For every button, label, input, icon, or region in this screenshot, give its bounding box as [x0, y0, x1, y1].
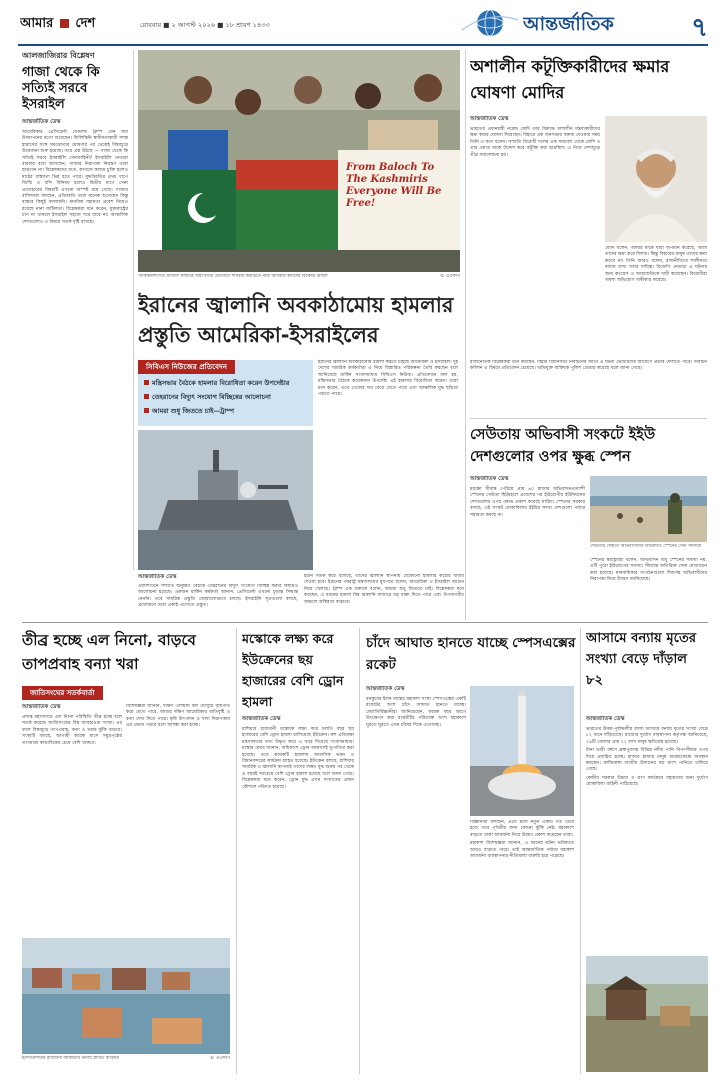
spacex-body-3: মহাকাশ বিশেষজ্ঞরা জানান, এ ধরনের ঘটনা ভবিষ্যতে আরও বাড়তে পারে। তাই আন্তর্জাতিক পর্যায়ে মহাকাশ আবর্জনা ব্যবস্থাপনার নীতিমালা জরুরি হয়ে পড়েছে। [470, 841, 574, 860]
globe-icon [460, 6, 520, 40]
elnino-body-1: প্রশান্ত মহাসাগরে এল নিনো পরিস্থিতি তীব্র হচ্ছে বলে সতর্ক করেছে জাতিসংঘের বিশ্ব আবহাওয়া সংস্থা। এর ফলে বিশ্বজুড়ে তাপপ্রবাহ, বন্যা ও খরার ঝুঁকি বাড়বে। সংস্থাটি বলছে, আগামী কয়েক মাসে সমুদ্রপৃষ্ঠের তাপমাত্রা স্বাভাবিকের চেয়ে বেশি থাকবে। [22, 715, 122, 746]
iran-info-box [138, 360, 313, 426]
spacex-body-2: বিজ্ঞানীরা বলছেন, এতে চাঁদে নতুন একটি গর্ত তৈরি হবে। তবে পৃথিবীর জন্য কোনো ঝুঁকি নেই। মহাকাশে বাড়তে থাকা আবর্জনা নিয়ে উদ্বেগ প্রকাশ করেছেন তারা। [470, 820, 574, 838]
iran-body-1: ইরানের জ্বালানি অবকাঠামোয় হামলা করতে চাইছে আমেরিকা ও ইসরাইল। দুই দেশের সামরিক কর্মকর্তারা এ নিয়ে বিস্তারিত পরিকল্পনা তৈরি করছেন বলে জানিয়েছে মার্কিন সংবাদমাধ্যম সিবিএস নিউজ। প্রতিবেদনে বলা হয়, মন্ত্রিসভার বৈঠকে কয়েকজন উপদেষ্টা এই হামলার বিরোধিতা করেন। তারা মনে করেন, এতে তেলের দাম বেড়ে যেতে পারে এবং আঞ্চলিক যুদ্ধ ছড়িয়ে পড়তে পারে। [318, 360, 458, 398]
masthead-rule [18, 44, 708, 46]
iran-bullet-3-text: আমরা শুধু জিততে চাই—ট্রাম্প [152, 407, 235, 415]
gaza-headline: গাজা থেকে কি সত্যিই সরবে ইসরাইল [22, 65, 100, 112]
spain-body-1: মরক্কো সীমান্ত পেরিয়ে প্রায় ৬০ হাজার অভিবাসনপ্রত্যাশী স্পেনের সেউতা ছিটমহলে প্রবেশের পর ইউরোপীয় ইউনিয়নের দেশগুলোর ওপর ক্ষোভ প্রকাশ করেছে মাদ্রিদ। স্পেনের সরকার বলছে, এই সংকট মোকাবিলায় ইইউর সদস্য দেশগুলো পর্যাপ্ত সহায়তা করছে না। [470, 487, 585, 518]
protest-sign-text: From Baloch To The Kashmiris Everyone Will Be Free! [346, 162, 442, 209]
bullet-square-icon [144, 408, 149, 413]
bullet-square-icon [144, 380, 149, 385]
assam-body-3: কেন্দ্রীয় সরকার উদ্ধার ও ত্রাণ কার্যক্রমে সহায়তার জন্য দুর্যোগ মোকাবিলা বাহিনী পাঠিয়েছে। [586, 775, 708, 788]
dateline: রোববার ■ ২ আগস্ট ২০২৬ ■ ১৮ শ্রাবণ ১৪৩৩ [140, 21, 270, 29]
elnino-tag: জাতিসংঘের সতর্কবার্তা [22, 686, 103, 700]
spain-body-2: স্পেনের স্বরাষ্ট্রমন্ত্রী বলেন, অভিবাসন শুধু স্পেনের সমস্যা নয়, এটি পুরো ইউরোপের সমস্যা। সীমান্তে অতিরিক্ত সেনা মোতায়েন করা হয়েছে। মানবাধিকার সংগঠনগুলো শিশুসহ অভিবাসীদের নিরাপত্তা নিয়ে উদ্বেগ জানিয়েছে। [590, 558, 707, 583]
rocket-photo [470, 686, 574, 816]
gaza-kicker: আলজাজিরার বিশ্লেষণ [22, 51, 95, 60]
drones-body: রাশিয়ার রাজধানী মস্কোকে লক্ষ্য করে চলতি বছর ছয় হাজারের বেশি ড্রোন হামলা চালিয়েছে ইউক্রেন। রুশ প্রতিরক্ষা মন্ত্রণালয়ের তথ্য উদ্ধৃত করে এ খবর দিয়েছে সংবাদমাধ্যম। মস্কোর মেয়র জানান, অধিকাংশ ড্রোন আকাশেই ভূপাতিত করা হয়েছে। তবে কয়েকটি হামলায় আবাসিক ভবন ও বিমানবন্দরের কার্যক্রম ব্যাহত হয়েছে। ইউক্রেন বলছে, রাশিয়ার সামরিক ও জ্বালানি স্থাপনাই তাদের লক্ষ্য। যুদ্ধ শুরুর পর থেকে এ বছরই সবচেয়ে বেশি ড্রোন হামলা হয়েছে বলে জানা গেছে। বিশ্লেষকরা মনে করেন, ড্রোন যুদ্ধ এখন সংঘাতের প্রধান কৌশলে পরিণত হয়েছে। [242, 727, 354, 790]
iran-source-tag: সিবিএস নিউজের প্রতিবেদন [138, 360, 235, 374]
spacex-col-2 [470, 820, 574, 1070]
spacex-headline: চাঁদে আঘাত হানতে যাচ্ছে স্পেসএক্সের রকেট [366, 635, 576, 673]
iran-bullet-1-text: মন্ত্রিসভার বৈঠকে হামলার বিরোধিতা করেন উপদেষ্টার [152, 379, 290, 387]
assam-body-2: টানা ভারী বর্ষণে ব্রহ্মপুত্রসহ বিভিন্ন নদীর পানি বিপৎসীমার ওপর দিয়ে প্রবাহিত হচ্ছে। হাজার হাজার মানুষ আশ্রয়কেন্দ্রে অবস্থান করছেন। কাজিরাঙ্গা জাতীয় উদ্যানের বড় অংশ পানিতে তলিয়ে গেছে। [586, 748, 708, 773]
masthead [18, 6, 708, 42]
iran-bullet-2-text: তেহরানের বিদ্যুৎ সংযোগ বিচ্ছিন্নের আলোচনা [152, 393, 271, 401]
bullet-square-icon [144, 394, 149, 399]
modi-body-3: রাজনৈতিক বিশ্লেষকরা মনে করছেন, বিহার বিধানসভা নির্বাচনের আগে এ ঘটনা ভোটারদের আবেগে প্রভাব ফেলতে পারে। নির্বাচন কমিশন এ বিষয়ে প্রতিবেদন চেয়েছে। অভিযুক্ত ব্যক্তিকে পুলিশ গ্রেপ্তার করেছে বলে জানা গেছে। [470, 360, 707, 372]
iran-body-col-1 [318, 360, 458, 570]
iran-body-col-3 [138, 584, 298, 614]
flood-caption [22, 1056, 230, 1074]
protest-caption [138, 274, 460, 282]
modi-col-3 [470, 360, 707, 414]
spain-headline: সেউতায় অভিবাসী সংকটে ইইউ দেশগুলোর ওপর ক্ষুব্ধ স্পেন [470, 427, 656, 465]
modi-col-1 [470, 116, 600, 356]
elnino-col-1 [22, 704, 122, 934]
modi-photo [605, 116, 707, 242]
drones-headline: মস্কোকে লক্ষ্য করে ইউক্রেনের ছয় হাজারের বেশি ড্রোন হামলা [242, 631, 344, 709]
page-number: ৭ [691, 13, 708, 37]
spacex-desk: আন্তর্জাতিক ডেস্ক [366, 686, 405, 692]
spacex-col-1 [366, 686, 466, 1072]
assam-photo [586, 956, 708, 1072]
drones-desk: আন্তর্জাতিক ডেস্ক [242, 716, 281, 722]
paper-name-1: আমার [20, 16, 54, 31]
logo-square-icon [60, 19, 69, 28]
column-rule-bottom-1 [236, 628, 237, 1074]
iran-bullet-3 [144, 406, 312, 418]
assam-headline: আসামে বন্যায় মৃতের সংখ্যা বেড়ে দাঁড়াল ৮২ [586, 631, 697, 688]
modi-spain-rule [470, 418, 707, 419]
flood-photo [22, 938, 230, 1054]
spain-col-2 [590, 558, 707, 616]
elnino-headline: তীব্র হচ্ছে এল নিনো, বাড়বে তাপপ্রবাহ বন্যা খরা [22, 631, 196, 673]
iran-body-2: ওয়াশিংটনে সম্প্রতি অনুষ্ঠিত বৈঠকে তেহরানের বিদ্যুৎ সংযোগ বিচ্ছিন্ন করার বিষয়েও আলোচনা হয়েছে। একজন মার্কিন কর্মকর্তা জানান, প্রেসিডেন্ট এখনো চূড়ান্ত সিদ্ধান্ত নেননি। তবে সামরিক প্রস্তুতি জোরালোভাবে চলছে। ইসরাইলি সূত্রগুলো বলছে, প্রয়োজনে তারা একাই এগোতে প্রস্তুত। [138, 584, 298, 609]
spain-caption: সেউতার সৈকতে অভিবাসীদের আটকাতে স্পেনের সেনা সদস্যরা [590, 544, 702, 549]
modi-body-1: ভারতের প্রধানমন্ত্রী নরেন্দ্র মোদি তার বিরুদ্ধে অশালীন মন্তব্যকারীদের ক্ষমা করার ঘোষণা দিয়েছেন। বিহারে এক জনসভায় বক্তব্য দেওয়ার সময় তিনি এ কথা বলেন। সম্প্রতি বিরোধী দলের এক সমাবেশ থেকে মোদি ও তার প্রয়াত মাকে উদ্দেশ করে কটূক্তি করা হয়েছিল। এ নিয়ে দেশজুড়ে তীব্র সমালোচনা হয়। [470, 127, 600, 158]
protest-caption-text: পাকিস্তানশাসিত আজাদ কাশ্মীরে সহিংসতার প্রতিবাদে শনিবার করাচিতে নারী অধিকার কর্মীদের বিক্ষোভ মিছিল [138, 274, 328, 279]
modi-desk: আন্তর্জাতিক ডেস্ক [470, 116, 509, 122]
protest-photo [138, 50, 460, 272]
gaza-article [22, 50, 128, 570]
modi-body-2: মোদি বলেন, আমার মাকে যারা অপমান করেছে, আমি তাদের ক্ষমা করে দিলাম। কিন্তু বিহারের মানুষ তাদের ক্ষমা করবে না। তিনি আরও বলেন, রাজনীতিতে শালীনতা বজায় রাখা সবার দায়িত্ব। বিজেপি নেতারা এ ঘটনার জন্য কংগ্রেস ও আরজেডিকে দায়ী করেছেন। বিরোধীরা অবশ্য অভিযোগ অস্বীকার করেছে। [605, 246, 707, 284]
warship-photo [138, 430, 313, 570]
iran-body-col-4 [304, 574, 464, 614]
drones-col [242, 716, 354, 1072]
assam-body-1: ভারতের উত্তর-পূর্বাঞ্চলীয় রাজ্য আসামে বন্যায় মৃতের সংখ্যা বেড়ে ৮২ জনে দাঁড়িয়েছে। রাজ্যের দুর্যোগ ব্যবস্থাপনা কর্তৃপক্ষ জানিয়েছে, ২৯টি জেলার প্রায় ২২ লাখ মানুষ ক্ষতিগ্রস্ত হয়েছে। [586, 727, 708, 745]
section-title: আন্তর্জাতিক [523, 13, 614, 35]
iran-bullet-1 [144, 378, 312, 390]
column-rule-bottom-3 [580, 628, 581, 1074]
column-rule-center [465, 50, 466, 620]
elnino-body-2: বিশেষজ্ঞরা জানান, দক্ষিণ এশিয়ায় বর্ষা মৌসুমে বৃষ্টিপাত কমে যেতে পারে, আবার দক্ষিণ আমেরিকায় অতিবৃষ্টি ও বন্যা দেখা দিতে পারে। কৃষি উৎপাদন ও খাদ্য নিরাপত্তায় এর প্রভাব পড়বে বলে আশঙ্কা করা হচ্ছে। [126, 704, 230, 729]
elnino-desk: আন্তর্জাতিক ডেস্ক [22, 704, 61, 710]
spain-photo [590, 476, 707, 542]
modi-col-2 [605, 246, 707, 356]
iran-headline: ইরানের জ্বালানি অবকাঠামোয় হামলার প্রস্তুতি আমেরিকা-ইসরাইলের [138, 293, 454, 347]
column-rule-bottom-2 [359, 628, 360, 1074]
paper-name-2: দেশ [75, 16, 96, 31]
spacex-body-1: ধনকুবের ইলন মাস্কের মহাকাশ সংস্থা স্পেসএক্সের একটি রকেটের অংশ চাঁদে আঘাত হানতে যাচ্ছে। জ্যোতির্বিজ্ঞানীরা জানিয়েছেন, কয়েক বছর আগে উৎক্ষেপণ করা রকেটটির পরিত্যক্ত অংশ মহাকাশে ঘুরতে ঘুরতে এখন চাঁদের দিকে এগোচ্ছে। [366, 697, 466, 728]
spain-col-1 [470, 476, 585, 616]
gaza-body: আমেরিকার প্রেসিডেন্ট ডোনাল্ড ট্রাম্প যেন জয় উদযাপনের মতো শুরেছেন। ফিলিস্তিনি স্বাধীনতাকামী সশস্ত্র হামাসের সঙ্গে সমঝোতার ঘোষণার পর থেকেই বিশ্বজুড়ে উত্তেজনা শুরু হয়েছে। তবে প্রশ্ন উঠছে — গাজা থেকে কি সত্যিই সরবে ইসরাইলি সেনাবাহিনী? ইসরাইলি নেতারা বারবার বলে আসছেন, গাজার নিরাপত্তা নিয়ন্ত্রণ তারা ছাড়বেন না। বিশ্লেষকদের মতে, কাগজে কলমে চুক্তি হলেও মাঠের বাস্তবতা ভিন্ন হতে পারে। যুদ্ধবিরতির প্রথম ধাপে জিম্মি ও বন্দি বিনিময় হলেও দ্বিতীয় ধাপে সেনা প্রত্যাহারের বিষয়টি এখনো অস্পষ্ট রয়ে গেছে। গাজার বাসিন্দারা বলছেন, প্রতিশ্রুতি তারা অনেক শুনেছেন কিন্তু বাস্তবে কিছুই বদলায়নি। মানবিক সহায়তা প্রবেশ নিয়েও রয়েছে নানা জটিলতা। বিশ্লেষকরা মনে করেন, যুক্তরাষ্ট্রের চাপ না থাকলে ইসরাইল সহজে সরে যাবে না। আঞ্চলিক দেশগুলোও এ বিষয়ে সতর্ক দৃষ্টি রাখছে। [22, 130, 128, 225]
iran-body-3: ইরান সতর্ক করে বলেছে, তাদের জ্বালানি স্থাপনায় যেকোনো হামলার কঠোর জবাব দেওয়া হবে। ইরানের পররাষ্ট্র মন্ত্রণালয়ের মুখপাত্র বলেন, আমেরিকা ও ইসরাইল আগুন নিয়ে খেলছে। ট্রাম্প এক বক্তব্যে বলেন, আমরা শুধু জিততে চাই। বিশ্লেষকরা মনে করছেন, এ ধরনের হামলা বিশ্ব জ্বালানি বাজারে বড় ধাক্কা দিতে পারে এবং উপসাগরীয় অঞ্চলে অস্থিরতা বাড়াবে। [304, 574, 464, 605]
spain-desk: আন্তর্জাতিক ডেস্ক [470, 476, 509, 482]
flood-credit: © এএফপি [210, 1056, 230, 1061]
protest-credit: © এএফপি [440, 274, 460, 279]
gaza-desk: আন্তর্জাতিক ডেস্ক [22, 119, 61, 125]
column-rule-left [133, 50, 134, 570]
modi-headline: অশালীন কটূক্তিকারীদের ক্ষমার ঘোষণা মোদির [470, 57, 670, 102]
assam-desk: আন্তর্জাতিক ডেস্ক [586, 716, 625, 722]
iran-desk: আন্তর্জাতিক ডেস্ক [138, 574, 177, 580]
flood-caption-text: ইন্দোনেশিয়ার রাজধানী জাকার্তায় বন্যায় প্লাবিত বাড়িঘর [22, 1056, 119, 1061]
assam-col [586, 716, 708, 952]
mid-page-rule [22, 622, 708, 623]
elnino-col-2 [126, 704, 230, 934]
iran-bullet-2 [144, 392, 312, 404]
paper-logo [20, 14, 140, 32]
